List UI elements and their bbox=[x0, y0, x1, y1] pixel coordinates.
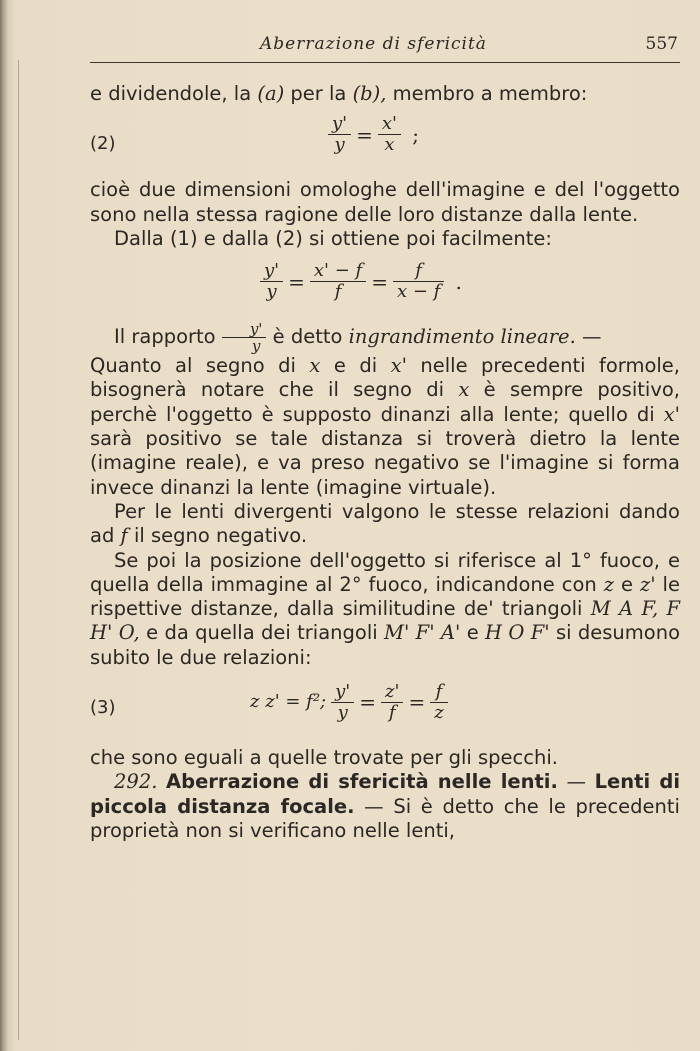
denominator: z bbox=[434, 702, 444, 724]
fraction bbox=[331, 682, 354, 723]
triangle-labels: M' F' A' bbox=[384, 621, 461, 645]
triangle-labels: H O F' bbox=[485, 621, 550, 645]
denominator: y bbox=[337, 702, 348, 724]
running-title: Aberrazione di sfericità bbox=[260, 34, 487, 54]
fraction bbox=[260, 261, 283, 302]
equation-label: (3) bbox=[90, 697, 116, 719]
text: — bbox=[557, 770, 587, 794]
paragraph-3: Dalla (1) e dalla (2) si ottiene poi facilmente: bbox=[114, 226, 552, 250]
math-var: x bbox=[458, 378, 470, 402]
fraction bbox=[378, 114, 401, 155]
text: — bbox=[575, 325, 602, 349]
page-number: 557 bbox=[645, 34, 678, 54]
paragraph-7 bbox=[90, 549, 680, 670]
text: e di bbox=[320, 354, 378, 378]
equation-body: $\frac{y'}{y}$ = $\frac{x' - f}{f}$ = $\frac{f}{x - f}$ . bbox=[260, 261, 467, 302]
denominator: x bbox=[384, 134, 395, 156]
paragraph-1 bbox=[90, 82, 680, 106]
fraction bbox=[222, 321, 267, 354]
numerator: x' bbox=[378, 114, 401, 135]
equation-2 bbox=[90, 106, 680, 178]
paragraph-2: cioè due dimensioni omologhe dell'imagine e del l'oggetto sono nella stessa ragione delle loro distanze dalla lente. bbox=[90, 178, 680, 226]
denominator: y bbox=[266, 281, 277, 303]
denominator: y bbox=[251, 337, 261, 356]
fraction bbox=[393, 261, 444, 302]
fraction bbox=[328, 114, 351, 155]
equation-label: (2) bbox=[90, 133, 116, 155]
numerator: z' bbox=[381, 682, 403, 703]
math-ref: (b), bbox=[352, 82, 387, 105]
section-number: 292. bbox=[114, 770, 158, 794]
numerator: f bbox=[393, 261, 444, 282]
text: Il rapporto bbox=[114, 325, 216, 349]
text: Per le lenti divergenti valgono le stesse relazioni dando ad bbox=[90, 499, 680, 548]
paragraph-9 bbox=[90, 770, 680, 843]
header-rule bbox=[90, 62, 680, 63]
fraction bbox=[381, 682, 403, 723]
paragraph-4 bbox=[90, 321, 680, 354]
equation-body: z z' = f²; $\frac{y'}{y}$ = $\frac{z'}{f}$ = $\frac{f}{z}$ bbox=[245, 682, 448, 723]
text: Quanto al segno di bbox=[90, 354, 296, 378]
triangle-labels: M A F, F H' O, bbox=[90, 597, 680, 645]
page-body bbox=[90, 82, 680, 843]
equation-3 bbox=[90, 670, 680, 746]
math-var: x bbox=[309, 354, 321, 378]
denominator: f bbox=[388, 702, 396, 724]
numerator: f bbox=[430, 682, 447, 703]
math-var: z' bbox=[639, 572, 656, 596]
numerator: y' bbox=[331, 682, 354, 703]
fraction bbox=[430, 682, 447, 723]
text: Se poi la posizione dell'oggetto si riferisce al 1° fuoco, e quella della immagine al 2° fuoco, indicandone con bbox=[90, 548, 680, 596]
denominator: x − f bbox=[396, 281, 441, 303]
gutter-shadow bbox=[18, 60, 19, 1040]
text: e bbox=[460, 621, 479, 645]
denominator: y bbox=[334, 134, 345, 156]
text: si desumono subito le due relazioni: bbox=[90, 621, 680, 669]
text: e da quella dei triangoli bbox=[139, 621, 378, 645]
text: il segno negativo. bbox=[127, 524, 308, 548]
numerator: y' bbox=[222, 321, 267, 338]
numerator: x' − f bbox=[310, 261, 366, 282]
math-var: z bbox=[603, 572, 615, 596]
text: nelle precedenti formole, bisognerà notare che il segno di bbox=[90, 354, 680, 402]
paragraph-8: che sono eguali a quelle trovate per gli specchi. bbox=[90, 746, 558, 770]
punctuation: ; bbox=[412, 122, 419, 147]
paragraph-5 bbox=[90, 354, 680, 500]
section-heading: Aberrazione di sfericità nelle lenti. bbox=[166, 770, 558, 794]
math-var: x' bbox=[390, 354, 407, 378]
math-var: f bbox=[120, 524, 128, 548]
paragraph-6 bbox=[90, 500, 680, 549]
equation-term: z z' = f²; bbox=[250, 691, 327, 713]
page-header bbox=[90, 34, 680, 62]
subsection-heading: Lenti di piccola distanza focale. bbox=[90, 770, 680, 818]
math-ref: (a) bbox=[257, 82, 285, 105]
text: è detto bbox=[266, 325, 343, 349]
text: le rispettive distanze, dalla similitudine de' triangoli bbox=[90, 572, 680, 621]
text: membro a membro: bbox=[386, 82, 588, 105]
punctuation: . bbox=[455, 269, 462, 294]
fraction bbox=[310, 261, 366, 302]
text: sarà positivo se tale distanza si troverà dietro la lente (imagine reale), e va preso negativo se l'imagine si forma invece dinanzi la lente (imagine virtuale). bbox=[90, 427, 680, 499]
equation-b bbox=[90, 251, 680, 321]
text: e dividendole, la bbox=[90, 82, 252, 105]
text: e bbox=[614, 572, 633, 596]
text: è sempre positivo, perchè l'oggetto è supposto dinanzi alla lente; quello di bbox=[90, 378, 680, 426]
term-italic: ingrandimento lineare. bbox=[348, 325, 576, 349]
equation-body: $\frac{y'}{y}$ = $\frac{x'}{x}$ ; bbox=[328, 114, 424, 155]
denominator: f bbox=[334, 281, 342, 303]
math-var: x' bbox=[663, 402, 680, 426]
numerator: y' bbox=[260, 261, 283, 282]
text: — Si è detto che le precedenti proprietà non si verificano nelle lenti, bbox=[90, 794, 680, 842]
numerator: y' bbox=[328, 114, 351, 135]
text: per la bbox=[284, 82, 347, 105]
